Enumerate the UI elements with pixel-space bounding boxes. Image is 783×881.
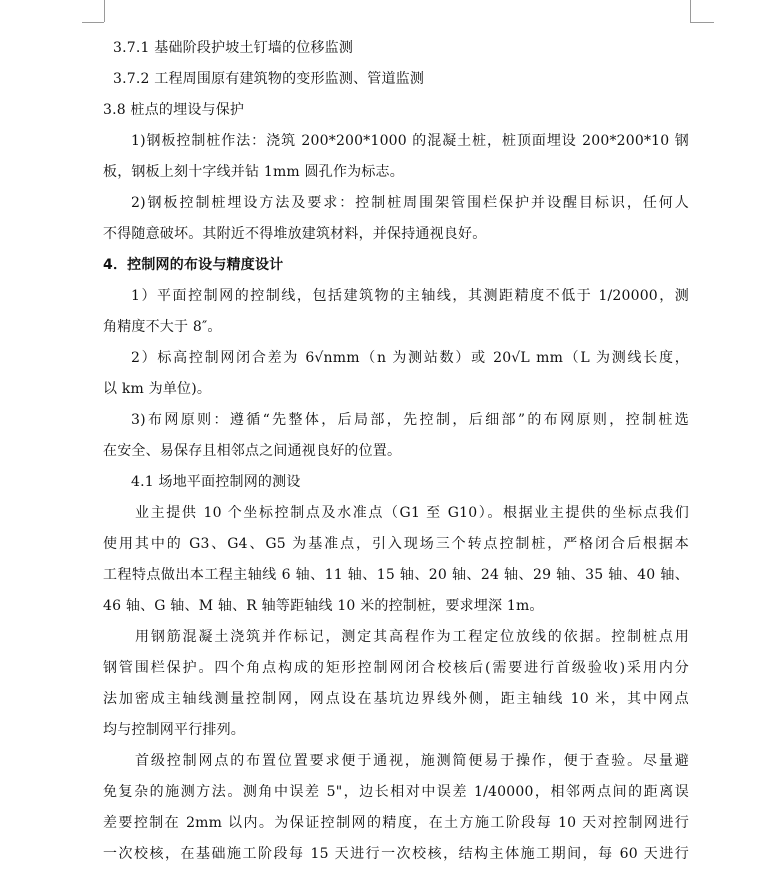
paragraph-steel-plate-requirements	[103, 188, 689, 250]
text-line: 在安全、易保存且相邻点之间通视良好的位置。	[103, 443, 402, 459]
text-line: 2)钢板控制桩埋设方法及要求：控制桩周围架管围栏保护并设醒目标识，任何人	[131, 195, 689, 211]
text-line: 使用其中的 G3、G4、G5 为基准点，引入现场三个转点控制桩，严格闭合后根据本	[103, 536, 689, 552]
text-line: 3.7.1 基础阶段护坡土钉墙的位移监测	[113, 40, 354, 56]
text-line: 2）标高控制网闭合差为 6√nmm（n 为测站数）或 20√L mm（L 为测线长度，	[131, 350, 689, 366]
text-line: 业主提供 10 个坐标控制点及水准点（G1 至 G10）。根据业主提供的坐标点我们	[135, 505, 689, 521]
paragraph-layout-principle	[103, 405, 689, 467]
text-line: 以 km 为单位)。	[103, 381, 212, 397]
text-line: 不得随意破坏。其附近不得堆放建筑材料，并保持通视良好。	[103, 226, 487, 242]
paragraph-primary-control-points	[103, 746, 689, 870]
crop-mark-top-right-vertical	[690, 0, 691, 22]
text-line: 3.7.2 工程周围原有建筑物的变形监测、管道监测	[113, 71, 425, 87]
text-line: 3)布网原则：遵循“先整体，后局部，先控制，后细部”的布网原则，控制桩选	[131, 412, 689, 428]
crop-mark-top-right-horizontal	[690, 22, 714, 23]
text-line: 工程特点做出本工程主轴线 6 轴、11 轴、15 轴、20 轴、24 轴、29 轴、35 轴、40 轴、	[103, 567, 689, 583]
text-line: 角精度不大于 8″。	[103, 319, 222, 335]
text-line: 4．控制网的布设与精度设计	[103, 257, 284, 273]
heading-3-8	[103, 95, 689, 126]
paragraph-plane-control	[103, 281, 689, 343]
crop-mark-top-left-horizontal	[82, 22, 104, 23]
subheading-3-7-1	[103, 33, 689, 64]
text-line: 一次校核，在基础施工阶段每 15 天进行一次校核，结构主体施工期间，每 60 天进行	[103, 846, 689, 862]
text-line: 钢管围栏保护。四个角点构成的矩形控制网闭合校核后(需要进行首级验收)采用内分	[103, 660, 689, 676]
subheading-4-1	[103, 467, 689, 498]
text-line: 法加密成主轴线测量控制网，网点设在基坑边界线外侧，距主轴线 10 米，其中网点	[103, 691, 689, 707]
paragraph-concrete-marking	[103, 622, 689, 746]
crop-mark-top-left-vertical	[104, 0, 105, 22]
subheading-3-7-2	[103, 64, 689, 95]
text-line: 46 轴、G 轴、M 轴、R 轴等距轴线 10 米的控制桩，要求埋深 1m。	[103, 598, 544, 614]
heading-4-control-network	[103, 250, 689, 281]
text-line: 用钢筋混凝土浇筑并作标记，测定其高程作为工程定位放线的依据。控制桩点用	[135, 629, 689, 645]
text-line: 4.1 场地平面控制网的测设	[131, 474, 301, 490]
text-line: 免复杂的施测方法。测角中误差 5"，边长相对中误差 1/40000，相邻两点间的距离误	[103, 784, 689, 800]
text-line: 均与控制网平行排列。	[103, 722, 245, 738]
text-line: 差要控制在 2mm 以内。为保证控制网的精度，在土方施工阶段每 10 天对控制网进行	[103, 815, 689, 831]
text-line: 1)钢板控制桩作法：浇筑 200*200*1000 的混凝土桩，桩顶面埋设 200*200*10 钢	[131, 133, 689, 149]
paragraph-elevation-control	[103, 343, 689, 405]
document-body	[103, 33, 689, 870]
text-line: 首级控制网点的布置位置要求便于通视，施测简便易于操作，便于查验。尽量避	[135, 753, 689, 769]
paragraph-steel-plate-method	[103, 126, 689, 188]
text-line: 板，钢板上刻十字线并钻 1mm 圆孔作为标志。	[103, 164, 404, 180]
text-line: 1）平面控制网的控制线，包括建筑物的主轴线，其测距精度不低于 1/20000，测	[131, 288, 689, 304]
paragraph-owner-control-points	[103, 498, 689, 622]
text-line: 3.8 桩点的埋设与保护	[103, 102, 245, 118]
